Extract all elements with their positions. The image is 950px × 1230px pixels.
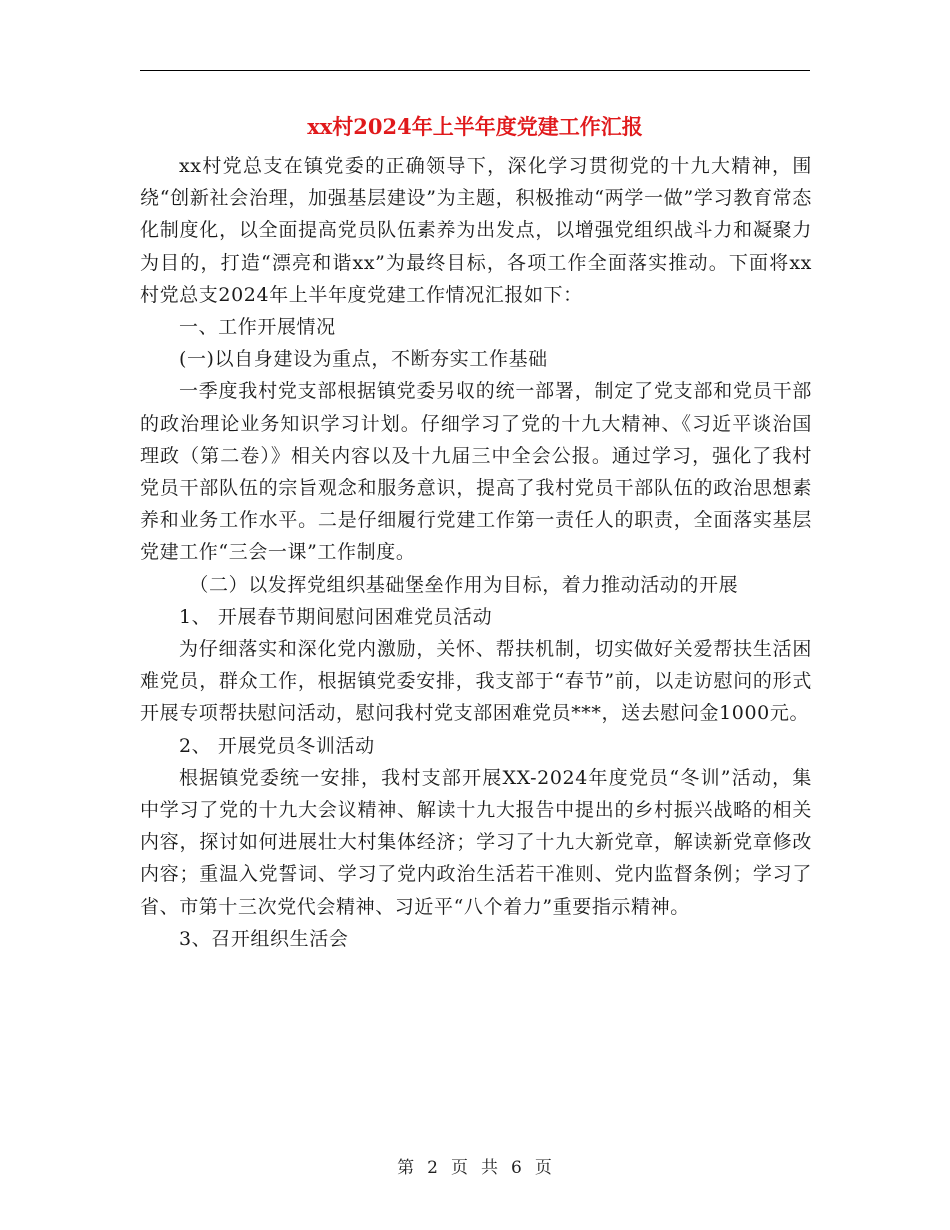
item-heading-winter-training: 2、 开展党员冬训活动 (178, 734, 375, 757)
document-body (140, 150, 812, 955)
subsection-heading-self-building: (一)以自身建设为重点，不断夯实工作基础 (178, 348, 548, 371)
header-rule (140, 70, 810, 71)
paragraph-study-plan: 一季度我村党支部根据镇党委另収的统一部署，制定了党支部和党员干部的政治理论业务知识学习计划。仔细学习了党的十九大精神、《习近平谈治国理政（第二卷）》相关内容以及十九届三中全会公报。通过学习，强化了我村党员干部队伍的宗旨观念和服务意识，提高了我村党员干部队伍的政治思想素养和业务工作水平。二是仔细履行党建工作第一责任人的职责，全面落实基层党建工作“三会一课”工作制度。 (140, 380, 812, 564)
footer-label-page: 页 (451, 1158, 469, 1178)
subsection-heading-bastion-role: （二）以发挥党组织基础堡垒作用为目标，着力推动活动的开展 (189, 573, 739, 596)
footer-label-total: 共 (481, 1158, 499, 1178)
item-heading-spring-festival-visits: 1、 开展春节期间慰问困难党员活动 (178, 605, 493, 628)
paragraph-winter-training: 根据镇党委统一安排，我村支部开展XX-2024年度党员“冬训”活动，集中学习了党的十九大会议精神、解读十九大报告中提出的乡村振兴战略的相关内容，探讨如何进展壮大村集体经济；学习了十九大新党章，解读新党章修改内容；重温入党誓词、学习了党内政治生活若干准则、党内监督条例；学习了省、市第十三次党代会精神、习近平“八个着力”重要指示精神。 (140, 766, 812, 918)
footer-label-prefix: 第 (397, 1158, 416, 1178)
footer-current-page: 2 (427, 1158, 439, 1178)
page-number-footer (0, 1153, 950, 1178)
footer-total-pages: 6 (511, 1158, 523, 1178)
footer-label-suffix: 页 (534, 1158, 553, 1178)
section-heading-work-status: 一、工作开展情况 (178, 316, 336, 339)
document-title: xx村2024年上半年度党建工作汇报 (307, 114, 643, 139)
item-heading-organization-meeting: 3、召开组织生活会 (178, 927, 349, 950)
paragraph-spring-festival-visits: 为仔细落实和深化党内激励，关怀、帮扶机制，切实做好关爱帮扶生活困难党员，群众工作，根据镇党委安排，我支部于“春节”前，以走访慰问的形式开展专项帮扶慰问活动，慰问我村党支部困难党员***，送去慰问金1000元。 (140, 638, 812, 725)
intro-paragraph: xx村党总支在镇党委的正确领导下，深化学习贯彻党的十九大精神，围绕“创新社会治理，加强基层建设”为主题，积极推动“两学一做”学习教育常态化制度化，以全面提高党员队伍素养为出发点，以增强党组织战斗力和凝聚力为目的，打造“漂亮和谐xx”为最终目标，各项工作全面落实推动。下面将xx村党总支2024年上半年度党建工作情况汇报如下： (140, 155, 812, 306)
